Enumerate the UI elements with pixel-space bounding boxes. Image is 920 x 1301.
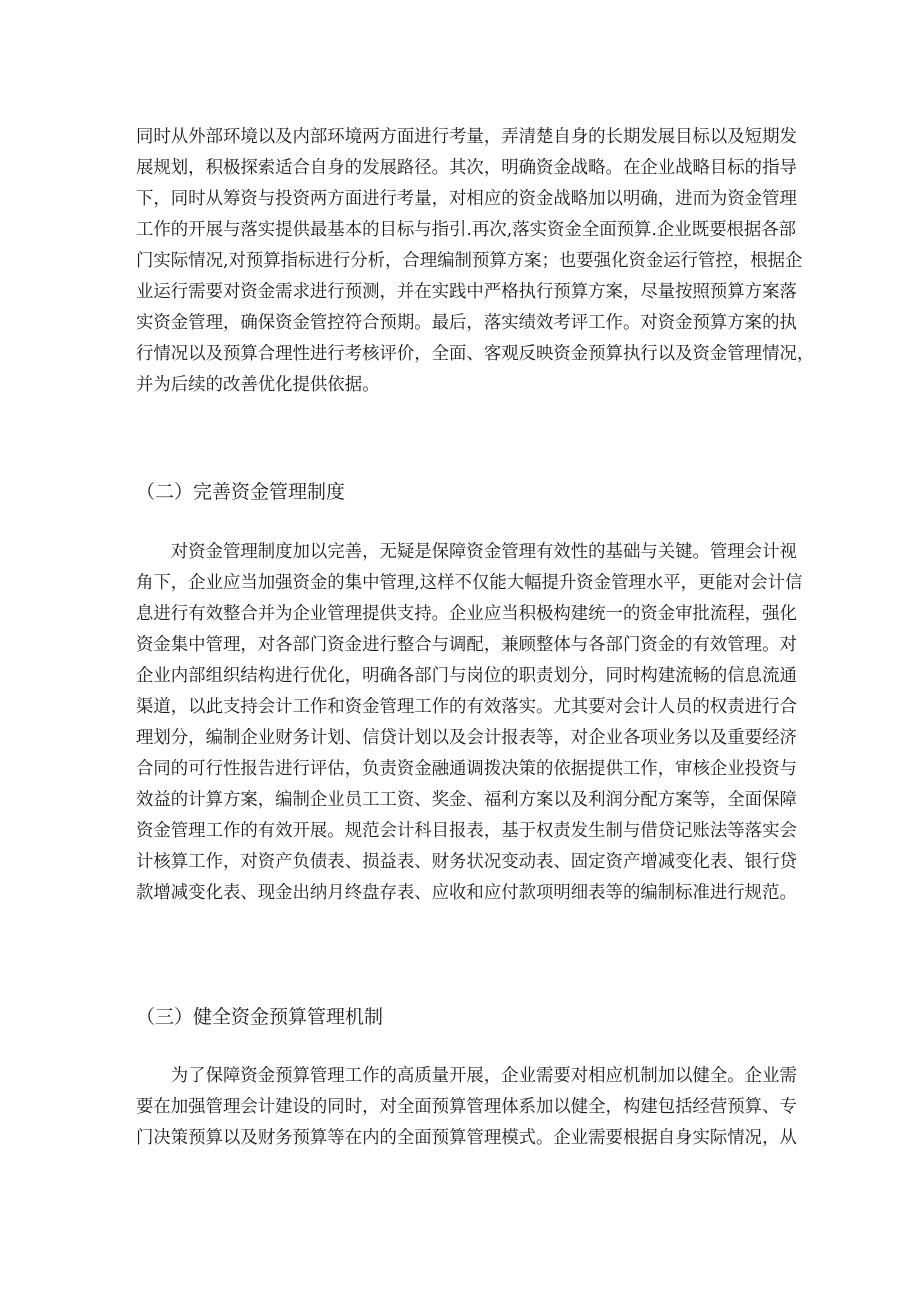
text-line: 同时从外部环境以及内部环境两方面进行考量，弄清楚自身的长期发展目标以及短期发: [136, 127, 797, 147]
text-line: 资金管理工作的有效开展。规范会计科目报表，基于权责发生制与借贷记账法等落实会: [136, 821, 797, 841]
text-line: 资金集中管理，对各部门资金进行整合与调配，兼顾整体与各部门资金的有效管理。对: [136, 635, 797, 655]
text-line: 款增减变化表、现金出纳月终盘存表、应收和应付款项明细表等的编制标准进行规范。: [136, 883, 797, 903]
body-paragraph-1: [136, 122, 815, 401]
section-heading-2: （二）完善资金管理制度: [136, 481, 346, 503]
text-line: 角下，企业应当加强资金的集中管理,这样不仅能大幅提升资金管理水平，更能对会计信: [136, 573, 803, 593]
text-line: 对资金管理制度加以完善，无疑是保障资金管理有效性的基础与关键。管理会计视: [136, 542, 797, 562]
text-line: 并为后续的改善优化提供依据。: [136, 375, 380, 395]
text-line: 理划分，编制企业财务计划、信贷计划以及会计报表等，对企业各项业务以及重要经济: [136, 728, 797, 748]
text-line: 实资金管理，确保资金管控符合预期。最后，落实绩效考评工作。对资金预算方案的执: [136, 313, 797, 333]
text-line: 展规划，积极探索适合自身的发展路径。其次，明确资金战略。在企业战略目标的指导: [136, 158, 797, 178]
body-paragraph-2: [136, 537, 803, 909]
text-line: 为了保障资金预算管理工作的高质量开展，企业需要对相应机制加以健全。企业需: [136, 1066, 797, 1086]
text-line: 效益的计算方案，编制企业员工工资、奖金、福利方案以及利润分配方案等，全面保障: [136, 790, 797, 810]
text-line: 工作的开展与落实提供最基本的目标与指引.再次,落实资金全面预算.企业既要根据各部: [136, 220, 797, 240]
text-line: 行情况以及预算合理性进行考核评价，全面、客观反映资金预算执行以及资金管理情况，: [136, 344, 815, 364]
text-line: 业运行需要对资金需求进行预测，并在实践中严格执行预算方案，尽量按照预算方案落: [136, 282, 797, 302]
text-line: 企业内部组织结构进行优化，明确各部门与岗位的职责划分，同时构建流畅的信息流通: [136, 666, 797, 686]
text-line: 要在加强管理会计建设的同时，对全面预算管理体系加以健全，构建包括经营预算、专: [136, 1097, 797, 1117]
text-line: 下，同时从筹资与投资两方面进行考量，对相应的资金战略加以明确，进而为资金管理: [136, 189, 797, 209]
text-line: 计核算工作，对资产负债表、损益表、财务状况变动表、固定资产增减变化表、银行贷: [136, 852, 797, 872]
text-line: 门决策预算以及财务预算等在内的全面预算管理模式。企业需要根据自身实际情况，从: [136, 1128, 797, 1148]
text-line: 息进行有效整合并为企业管理提供支持。企业应当积极构建统一的资金审批流程，强化: [136, 604, 797, 624]
text-line: 渠道，以此支持会计工作和资金管理工作的有效落实。尤其要对会计人员的权责进行合: [136, 697, 797, 717]
text-line: 合同的可行性报告进行评估，负责资金融通调拨决策的依据提供工作，审核企业投资与: [136, 759, 797, 779]
section-heading-3: （三）健全资金预算管理机制: [136, 1006, 384, 1028]
text-line: 门实际情况,对预算指标进行分析，合理编制预算方案；也要强化资金运行管控，根据企: [136, 251, 803, 271]
body-paragraph-3: [136, 1061, 797, 1154]
